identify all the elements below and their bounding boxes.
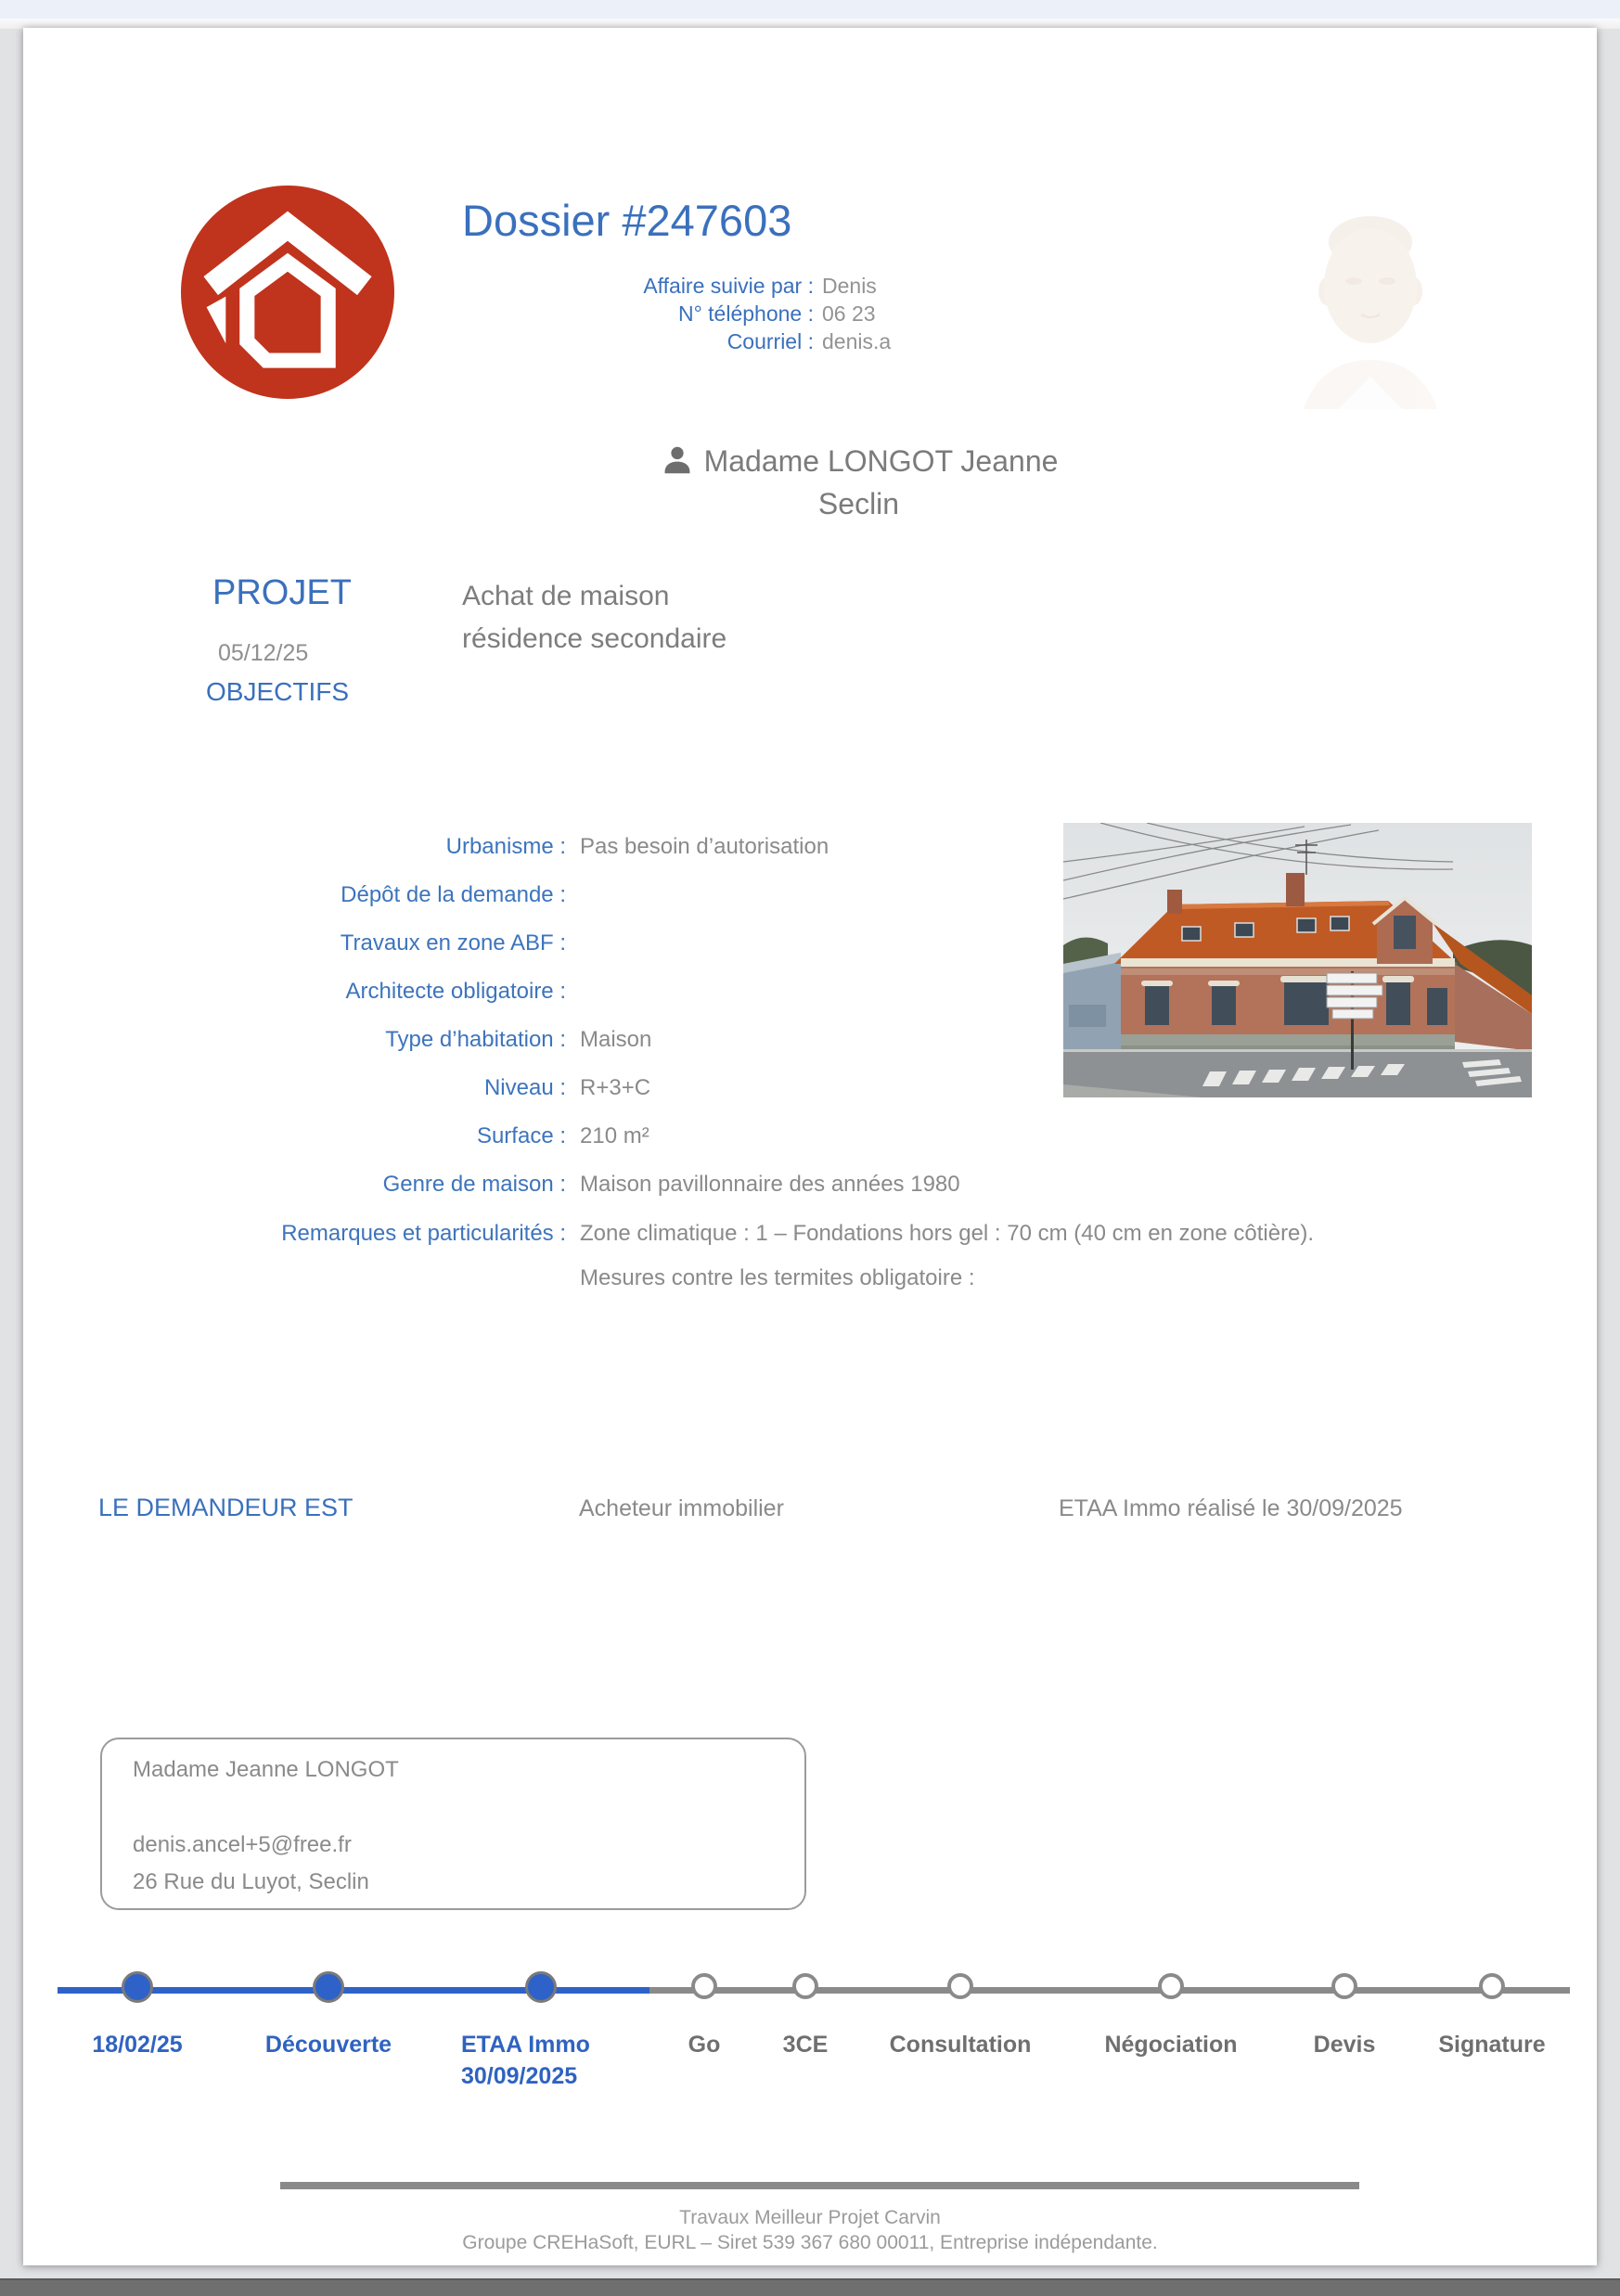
- field-value: Pas besoin d’autorisation: [580, 834, 829, 859]
- window-bottom-bar: [0, 2278, 1620, 2296]
- header-contact-label: N° téléphone :: [677, 301, 814, 326]
- project-date: 05/12/25: [218, 640, 309, 666]
- footer: [23, 2205, 1597, 2255]
- field-label: Travaux en zone ABF :: [340, 930, 566, 956]
- header-contact-value: denis.a: [822, 329, 892, 353]
- field-value: 210 m²: [580, 1123, 649, 1148]
- document-page: [23, 28, 1597, 2265]
- timeline-step-dot[interactable]: [525, 1971, 557, 2003]
- field-label: Genre de maison :: [382, 1172, 566, 1197]
- contact-card-email: denis.ancel+5@free.fr: [133, 1832, 352, 1857]
- timeline-step-label: Découverte: [264, 2032, 392, 2058]
- company-logo: [181, 186, 394, 399]
- field-label: Architecte obligatoire :: [345, 979, 566, 1004]
- project-description-line2: résidence secondaire: [462, 623, 727, 654]
- client-block: [121, 443, 1597, 521]
- contact-card-address: 26 Rue du Luyot, Seclin: [133, 1869, 369, 1894]
- header-contact-value: Denis: [822, 274, 877, 298]
- house-logo-icon: [181, 186, 394, 399]
- timeline-step-dot[interactable]: [1158, 1973, 1184, 1999]
- timeline-step-dot[interactable]: [122, 1971, 153, 2003]
- dossier-title: Dossier #247603: [462, 196, 792, 245]
- header-contact-row: [415, 327, 934, 355]
- timeline-step-dot[interactable]: [313, 1971, 344, 2003]
- project-description: [462, 575, 726, 661]
- header-contact-value: 06 23: [822, 301, 876, 326]
- client-name: Madame LONGOT Jeanne: [703, 444, 1059, 478]
- timeline-step-dot[interactable]: [947, 1973, 973, 1999]
- contact-card-name: Madame Jeanne LONGOT: [133, 1757, 399, 1782]
- header-contact-row: [415, 300, 934, 327]
- timeline-step-dot[interactable]: [691, 1973, 717, 1999]
- field-value: R+3+C: [580, 1075, 651, 1100]
- timeline-step-dot[interactable]: [1479, 1973, 1505, 1999]
- timeline-line-todo: [649, 1987, 1570, 1994]
- timeline-step-dot[interactable]: [792, 1973, 818, 1999]
- timeline-step-label: Négociation: [1104, 2032, 1238, 2058]
- client-city: Seclin: [817, 487, 900, 520]
- field-value: Maison: [580, 1027, 652, 1052]
- field-label: Niveau :: [483, 1075, 566, 1100]
- contact-card: [100, 1738, 806, 1910]
- timeline-step-label: Go: [688, 2032, 721, 2058]
- header-contact-label: Courriel :: [726, 329, 814, 353]
- footer-line2: Groupe CREHaSoft, EURL – Siret 539 367 680 00011, Entreprise indépendante.: [462, 2232, 1158, 2253]
- field-row: [23, 1209, 1597, 1301]
- timeline-step-dot[interactable]: [1331, 1973, 1357, 1999]
- demandeur-label: LE DEMANDEUR EST: [98, 1494, 354, 1521]
- timeline-step-label: ETAA Immo 30/09/2025: [461, 2032, 590, 2089]
- field-row: [23, 1112, 1597, 1161]
- timeline-step-label: Devis: [1313, 2032, 1376, 2058]
- timeline-step-label: Consultation: [889, 2032, 1032, 2058]
- footer-divider: [280, 2182, 1359, 2189]
- timeline-step-label: 18/02/25: [92, 2032, 183, 2058]
- footer-line1: Travaux Meilleur Projet Carvin: [679, 2207, 941, 2228]
- header-contact-row: [415, 272, 934, 300]
- field-label: Dépôt de la demande :: [341, 882, 566, 907]
- field-value-line2: Mesures contre les termites obligatoire :: [580, 1265, 975, 1290]
- timeline-step-label: Signature: [1438, 2032, 1546, 2058]
- browser-chrome-strip: [0, 0, 1620, 19]
- field-row: [23, 1161, 1597, 1209]
- field-label: Type d’habitation :: [385, 1027, 566, 1052]
- header-contact-label: Affaire suivie par :: [643, 274, 814, 298]
- field-label: Remarques et particularités :: [281, 1221, 566, 1246]
- field-label: Surface :: [476, 1123, 566, 1148]
- header-contact-block: [415, 272, 934, 355]
- demandeur-value: Acheteur immobilier: [579, 1495, 784, 1521]
- field-value: Maison pavillonnaire des années 1980: [580, 1172, 960, 1197]
- timeline-step-label: 3CE: [782, 2032, 829, 2058]
- objectives-section-label: OBJECTIFS: [206, 677, 350, 706]
- field-value-line1: Zone climatique : 1 – Fondations hors gel : 70 cm (40 cm en zone côtière).: [580, 1221, 1315, 1246]
- field-label: Urbanisme :: [445, 834, 566, 859]
- project-section-label: PROJET: [212, 573, 352, 612]
- person-icon: [660, 443, 695, 478]
- field-value: [580, 1212, 1314, 1301]
- project-description-line1: Achat de maison: [462, 581, 670, 611]
- etaa-report: ETAA Immo réalisé le 30/09/2025: [1059, 1495, 1403, 1521]
- property-photo[interactable]: [1063, 823, 1532, 1097]
- advisor-photo: [1296, 191, 1445, 409]
